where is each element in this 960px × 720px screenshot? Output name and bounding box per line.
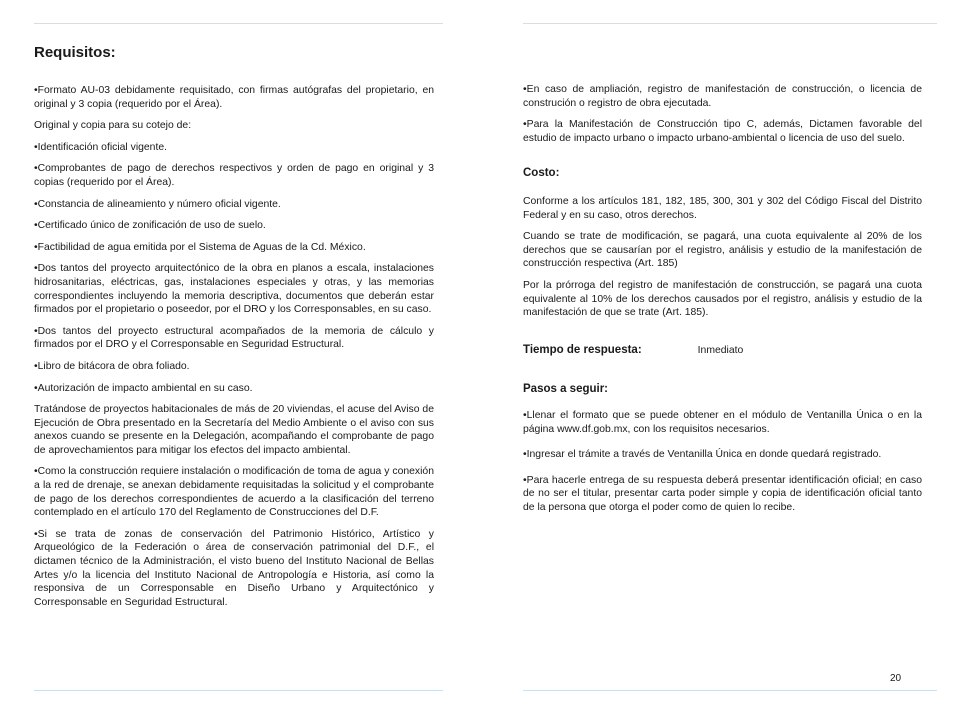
costo-title: Costo: bbox=[523, 167, 560, 180]
requisito-item: •Dos tantos del proyecto arquitectónico de la obra en planos a escala, instalaciones hidrosanitarias, eléctricas, gas, instalaciones especiales y otras, y las memorias correspondientes incluyendo la memoria descriptiva, documentos que deberán estar firmados por el propietario o poseedor, por el DRO y los Corresponsables, en su caso. bbox=[34, 263, 434, 316]
paso-item: •Ingresar el trámite a través de Ventanilla Única en donde quedará registrado. bbox=[523, 449, 882, 461]
top-rule-left bbox=[34, 23, 443, 24]
costo-item: Cuando se trate de modificación, se pagará, una cuota equivalente al 20% de los derechos que se causarían por el registro, análisis y estudio de la manifestación de construcción respectiva (Art. 185) bbox=[523, 231, 922, 270]
requisitos-title: Requisitos: bbox=[34, 44, 116, 61]
requisito-item: •En caso de ampliación, registro de manifestación de construcción, o licencia de construción o registro de obra ejecutada. bbox=[523, 84, 922, 109]
requisito-item: •Autorización de impacto ambiental en su caso. bbox=[34, 382, 253, 394]
tiempo-label: Tiempo de respuesta: bbox=[523, 343, 642, 356]
tiempo-row bbox=[523, 344, 922, 358]
requisito-item: •Libro de bitácora de obra foliado. bbox=[34, 360, 190, 372]
requisito-item: •Constancia de alineamiento y número oficial vigente. bbox=[34, 198, 281, 210]
requisito-item: •Formato AU-03 debidamente requisitado, con firmas autógrafas del propietario, en original y 3 copia (requerido por el Área). bbox=[34, 85, 434, 110]
requisito-item: •Si se trata de zonas de conservación del Patrimonio Histórico, Artístico y Arqueológico de la Federación o área de conservación patrimonial del D.F., el dictamen técnico de la Administración, el visto bueno del Instituto Nacional de Bellas Artes y/o la licencia del Instituto Nacional de Antropología e Historia, así como la responsiva de un Corresponsable en Diseño Urbano y Arquitectónico y Corresponsable en Seguridad Estructural. bbox=[34, 528, 434, 608]
top-rule-right bbox=[523, 23, 937, 24]
requisito-item: •Certificado único de zonificación de uso de suelo. bbox=[34, 220, 266, 232]
left-column bbox=[34, 44, 434, 617]
requisito-item: •Comprobantes de pago de derechos respectivos y orden de pago en original y 3 copias (requerido por el Área). bbox=[34, 163, 434, 188]
requisito-item: •Para la Manifestación de Construcción tipo C, además, Dictamen favorable del estudio de impacto urbano o impacto urbano-ambiental o licencia de uso del suelo. bbox=[523, 119, 922, 144]
requisito-item: Original y copia para su cotejo de: bbox=[34, 120, 192, 132]
tiempo-value: Inmediato bbox=[697, 344, 744, 356]
paso-item: •Llenar el formato que se puede obtener en el módulo de Ventanilla Única o en la página www.df.gob.mx, con los requisitos necesarios. bbox=[523, 409, 922, 435]
right-column bbox=[523, 83, 922, 522]
requisito-item: •Identificación oficial vigente. bbox=[34, 141, 168, 153]
bottom-rule-left bbox=[34, 690, 443, 691]
requisito-item: •Como la construcción requiere instalación o modificación de toma de agua y conexión a la red de drenaje, se anexan debidamente requisitadas la solicitud y el comprobante de pago de los derechos correspondientes de acuerdo a la clasificación del terreno contemplado en el artículo 170 del Reglamento de Construcciones del D.F. bbox=[34, 466, 434, 519]
requisito-item: •Dos tantos del proyecto estructural acompañados de la memoria de cálculo y firmados por el DRO y el Corresponsable en Seguridad Estructural. bbox=[34, 325, 434, 351]
page-number: 20 bbox=[890, 673, 902, 684]
costo-item: Por la prórroga del registro de manifestación de construcción, se pagará una cuota equivalente al 10% de los derechos causados por el registro, análisis y estudio de la manifestación de que se trate (Art. 185). bbox=[523, 279, 922, 319]
paso-item: •Para hacerle entrega de su respuesta deberá presentar identificación oficial; en caso de no ser el titular, presentar carta poder simple y copia de identificación oficial tanto de la persona que otorga el poder como de quien lo recibe. bbox=[523, 474, 922, 513]
requisito-item: Tratándose de proyectos habitacionales de más de 20 viviendas, el acuse del Aviso de Ejecución de Obra presentado en la Secretaría del Medio Ambiente o el aviso con sus anexos cuando se presente en la Delegación, acompañando el comprobante de pago de aprovechamientos para mitigar los efectos del impacto ambiental. bbox=[34, 404, 434, 456]
requisito-item: •Factibilidad de agua emitida por el Sistema de Aguas de la Cd. México. bbox=[34, 241, 366, 253]
costo-item: Conforme a los artículos 181, 182, 185, 300, 301 y 302 del Código Fiscal del Distrito Federal y en su caso, otros derechos. bbox=[523, 195, 922, 221]
bottom-rule-right bbox=[523, 690, 937, 691]
pasos-title: Pasos a seguir: bbox=[523, 383, 609, 396]
